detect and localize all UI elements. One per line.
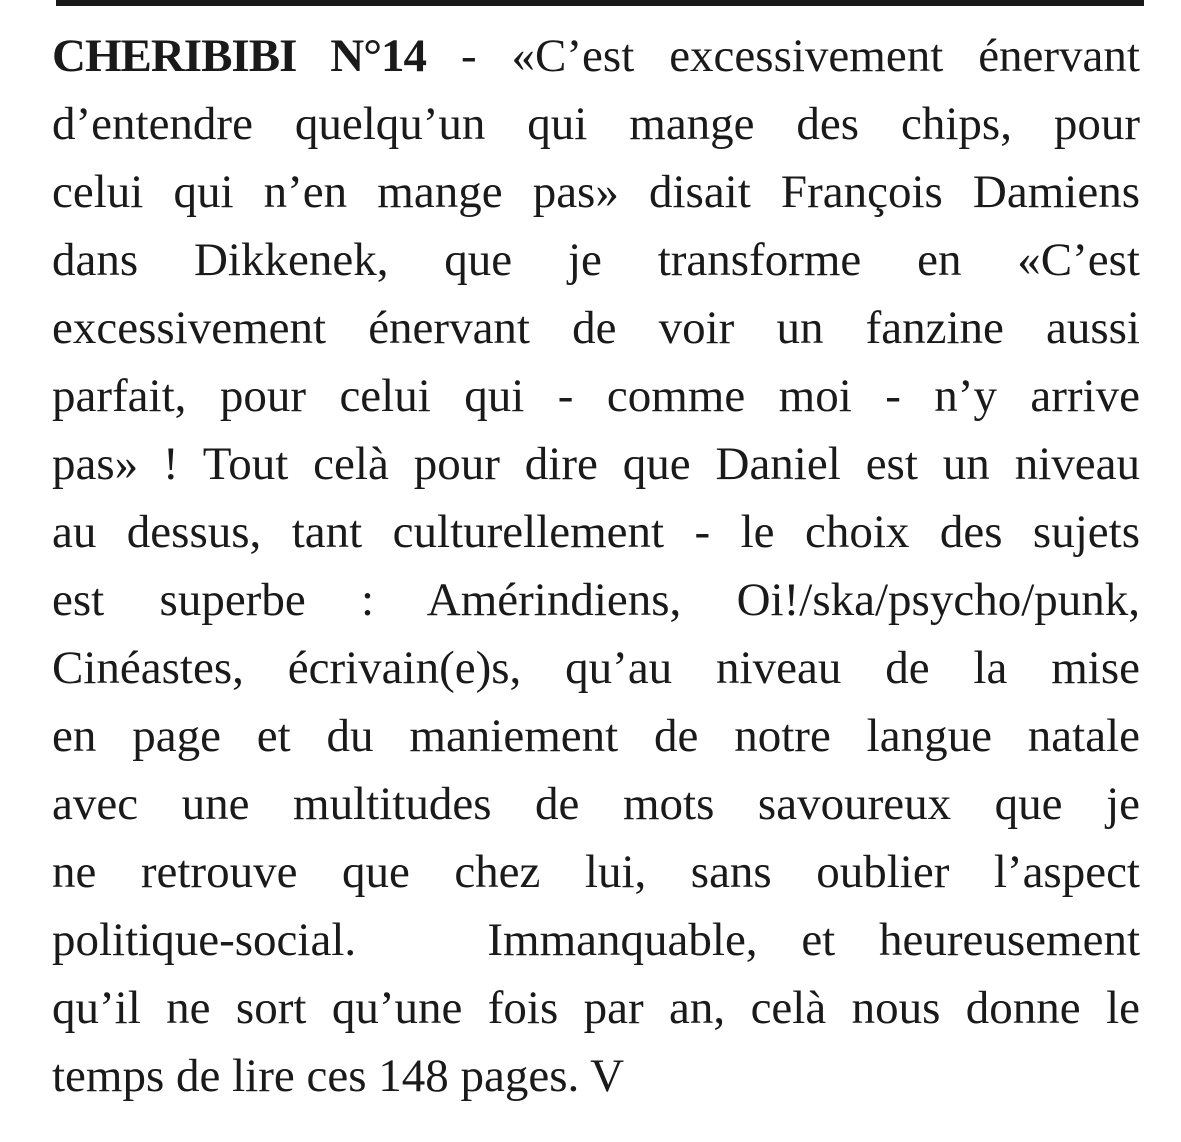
text-line-1 [52, 22, 1140, 90]
text-line-14: politique-social. Immanquable, et heureusement [52, 914, 1140, 966]
text-line-4: dans Dikkenek, que je transforme en «C’est [52, 234, 1140, 286]
text-line-1-body: - «C’est excessivement énervant [426, 30, 1140, 82]
text-line-9: est superbe : Amérindiens, Oi!/ska/psycho/punk, [52, 574, 1140, 626]
text-line-15: qu’il ne sort qu’une fois par an, celà nous donne le [52, 982, 1140, 1034]
text-line-7: pas» ! Tout celà pour dire que Daniel est un niveau [52, 438, 1140, 490]
review-text [52, 22, 1140, 1132]
text-line-11: en page et du maniement de notre langue natale [52, 710, 1140, 762]
text-line-10: Cinéastes, écrivain(e)s, qu’au niveau de la mise [52, 642, 1140, 694]
top-rule [56, 0, 1144, 6]
text-line-8: au dessus, tant culturellement - le choix des sujets [52, 506, 1140, 558]
text-line-13: ne retrouve que chez lui, sans oublier l’aspect [52, 846, 1140, 898]
text-line-6: parfait, pour celui qui - comme moi - n’y arrive [52, 370, 1140, 422]
text-line-16: temps de lire ces 148 pages. V [52, 1050, 625, 1102]
text-line-12: avec une multitudes de mots savoureux que je [52, 778, 1140, 830]
review-headline: CHERIBIBI N°14 [52, 30, 427, 82]
text-line-2: d’entendre quelqu’un qui mange des chips, pour [52, 98, 1140, 150]
text-line-5: excessivement énervant de voir un fanzine aussi [52, 302, 1140, 354]
text-line-3: celui qui n’en mange pas» disait François Damiens [52, 166, 1140, 218]
